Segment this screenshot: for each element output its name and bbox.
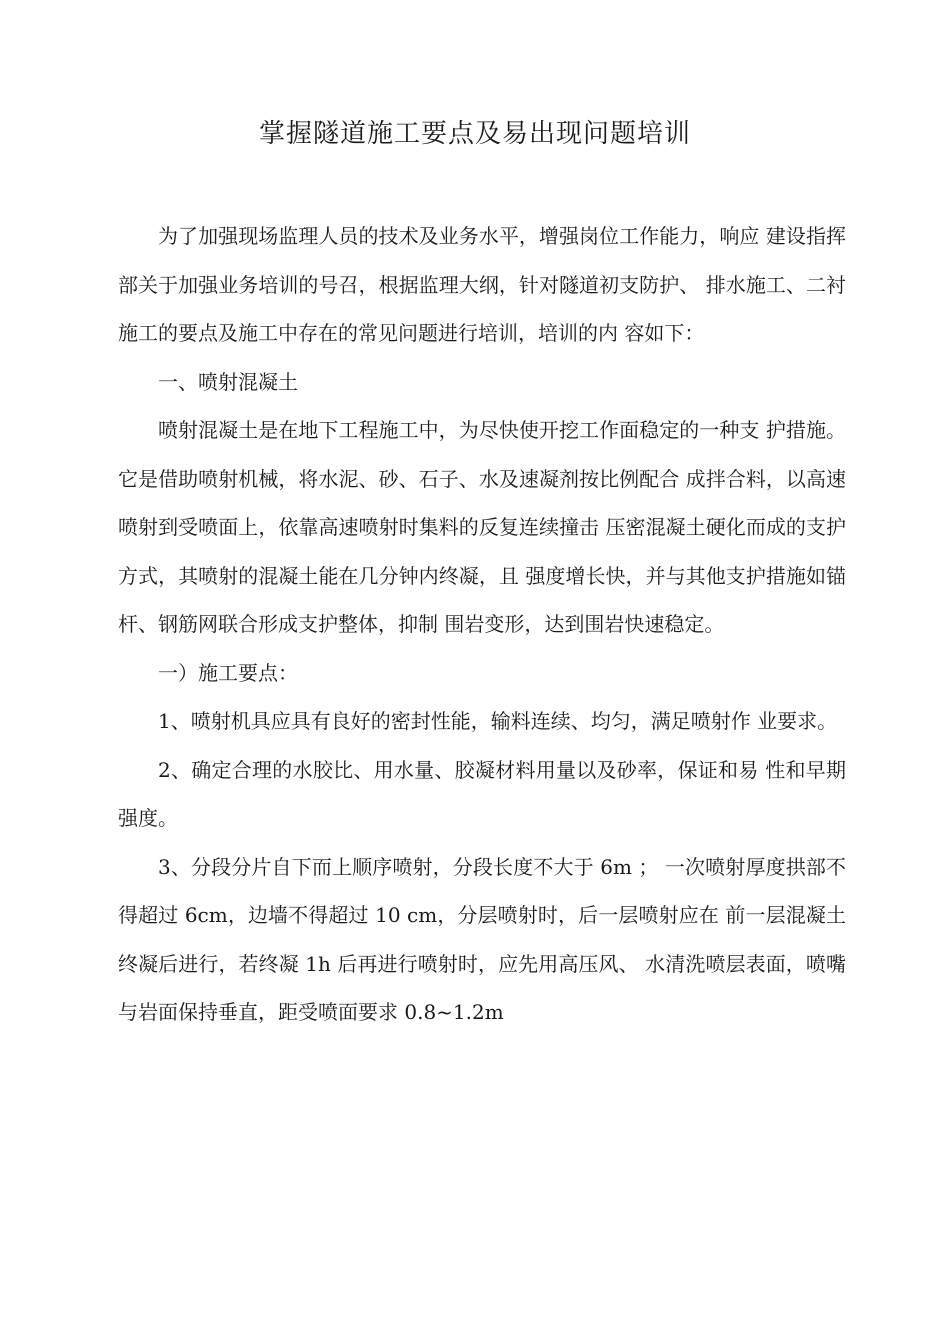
intro-paragraph: 为了加强现场监理人员的技术及业务水平，增强岗位工作能力，响应 建设指挥部关于加强业务培训的号召，根据监理大纲，针对隧道初支防护、 排水施工、二衬施工的要点及施工中存在的常见问题进行培训，培训的内 容如下： — [118, 224, 846, 345]
section-heading-shotcrete: 一、喷射混凝土 — [158, 369, 298, 394]
construction-point-2: 2、确定合理的水胶比、用水量、胶凝材料用量以及砂率，保证和易 性和早期强度。 — [118, 757, 846, 830]
subsection-heading-construction-points: 一）施工要点： — [158, 660, 298, 685]
shotcrete-description-paragraph: 喷射混凝土是在地下工程施工中，为尽快使开挖工作面稳定的一种支 护措施。它是借助喷射机械，将水泥、砂、石子、水及速凝剂按比例配合 成拌合料，以高速喷射到受喷面上，依靠高速喷射时集料的反复连续撞击 压密混凝土硬化而成的支护方式，其喷射的混凝土能在几分钟内终凝，且 强度增长快，并与其他支护措施如锚杆、钢筋网联合形成支护整体，抑制 围岩变形，达到围岩快速稳定。 — [118, 418, 846, 636]
document-body — [118, 212, 846, 1037]
construction-point-3: 3、分段分片自下而上顺序喷射，分段长度不大于 6m ； 一次喷射厚度拱部不得超过 6cm，边墙不得超过 10 cm，分层喷射时，后一层喷射应在 前一层混凝土终凝后进行，若终凝 1h 后再进行喷射时，应先用高压风、 水清洗喷层表面，喷嘴与岩面保持垂直，距受喷面要求 0.8~1.2m — [118, 854, 846, 1024]
construction-point-1: 1、喷射机具应具有良好的密封性能，输料连续、均匀，满足喷射作 业要求。 — [158, 709, 838, 733]
document-title: 掌握隧道施工要点及易出现问题培训 — [258, 119, 691, 149]
